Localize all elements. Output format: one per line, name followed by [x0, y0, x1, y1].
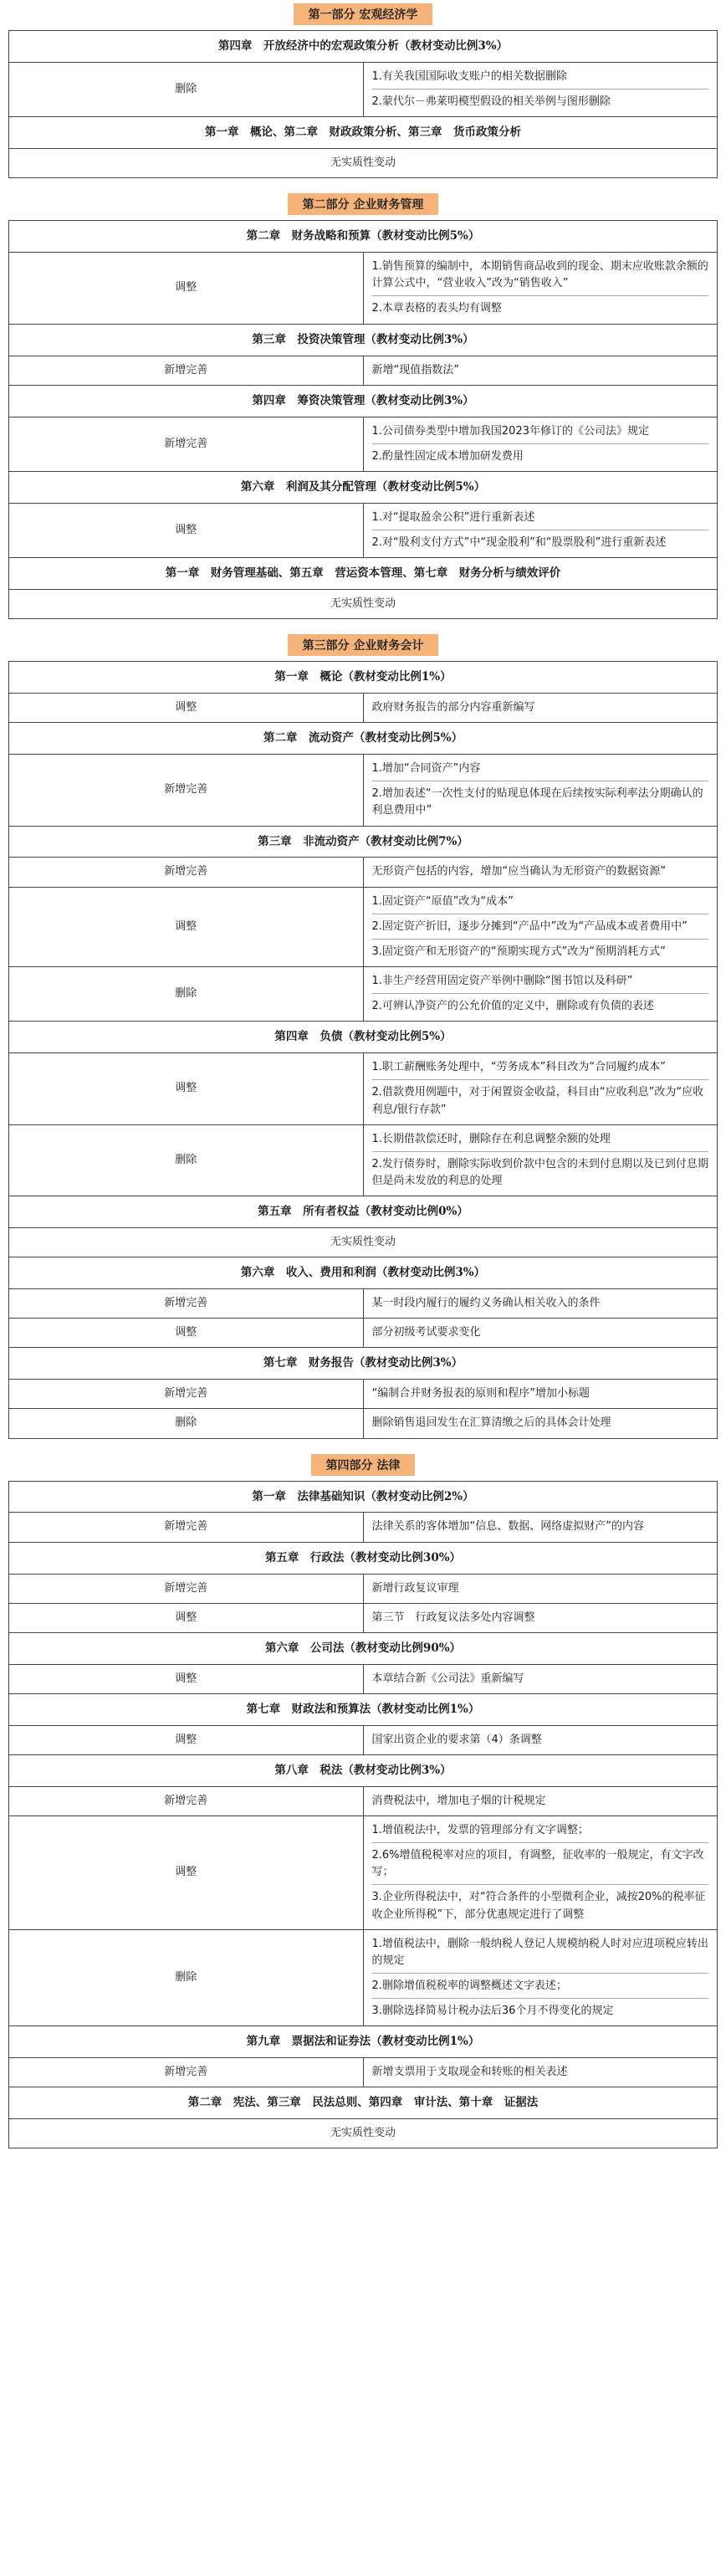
part-title: 第四部分 法律	[311, 1454, 416, 1476]
chapter-title: 第七章 财政法和预算法（教材变动比例1%）	[9, 1693, 718, 1725]
change-item: 本章结合新《公司法》重新编写	[371, 1672, 524, 1685]
change-item: 3.固定资产和无形资产的“预期实现方式”改为“预期消耗方式”	[372, 939, 709, 960]
chapter-title: 第一章 财务管理基础、第五章 营运资本管理、第七章 财务分析与绩效评价	[9, 558, 718, 590]
change-item: 2.固定资产折旧，逐步分摊到“产品中”改为“产品成本或者费用中”	[372, 914, 709, 935]
change-content	[363, 755, 718, 826]
change-content	[363, 1574, 718, 1603]
change-content	[363, 1513, 718, 1542]
change-content	[363, 1816, 718, 1930]
change-item: 政府财务报告的部分内容重新编写	[371, 701, 535, 714]
chapter-title: 第九章 票据法和证券法（教材变动比例1%）	[9, 2026, 718, 2058]
chapter-row	[9, 1754, 718, 1786]
chapter-row	[9, 826, 718, 858]
change-entry-row	[9, 858, 718, 887]
chapter-row	[9, 558, 718, 590]
no-change-text: 无实质性变动	[9, 590, 718, 619]
change-category: 新增完善	[9, 1786, 364, 1815]
no-change-text: 无实质性变动	[9, 1228, 718, 1257]
change-item: 2.酌量性固定成本增加研发费用	[372, 443, 709, 465]
chapter-row	[9, 1022, 718, 1053]
change-entry-row	[9, 1664, 718, 1693]
change-category: 新增完善	[9, 1513, 364, 1542]
change-item: 1.增值税法中，删除一般纳税人登记人规模纳税人时对应进项税应转出的规定	[371, 1937, 708, 1967]
change-item: 1.公司债券类型中增加我国2023年修订的《公司法》规定	[371, 424, 649, 438]
chapter-title: 第一章 概论、第二章 财政政策分析、第三章 货币政策分析	[9, 117, 718, 149]
change-content	[363, 2058, 718, 2087]
change-entry-row	[9, 356, 718, 385]
change-item: 2.本章表格的表头均有调整	[372, 295, 709, 317]
chapter-row	[9, 1542, 718, 1574]
change-item: 1.长期借款偿还时，删除存在利息调整余额的处理	[371, 1132, 611, 1145]
part-title: 第二部分 企业财务管理	[288, 193, 439, 215]
chapter-row	[9, 2087, 718, 2119]
change-category: 新增完善	[9, 417, 364, 471]
change-item: 1.职工薪酬账务处理中，“劳务成本”科目改为“合同履约成本”	[371, 1061, 666, 1074]
no-change-text: 无实质性变动	[9, 149, 718, 178]
change-entry-row	[9, 694, 718, 723]
change-item: 第三节 行政复议法多处内容调整	[371, 1611, 535, 1624]
change-item: 1.增值税法中，发票的管理部分有文字调整；	[371, 1824, 589, 1836]
section-gap	[0, 178, 726, 190]
change-category: 调整	[9, 1816, 364, 1930]
chapter-title: 第二章 流动资产（教材变动比例5%）	[9, 723, 718, 755]
change-content	[363, 1319, 718, 1348]
section-gap	[0, 1439, 726, 1451]
change-category: 删除	[9, 1929, 364, 2026]
change-content	[363, 887, 718, 966]
change-category: 调整	[9, 1664, 364, 1693]
change-entry-row	[9, 253, 718, 324]
no-change-row	[9, 590, 718, 619]
part-title: 第一部分 宏观经济学	[294, 3, 433, 25]
change-item: 2.可辨认净资产的公允价值的定义中，删除或有负债的表述	[372, 993, 709, 1015]
chapter-title: 第四章 筹资决策管理（教材变动比例3%）	[9, 385, 718, 417]
change-category: 调整	[9, 1725, 364, 1754]
change-item: 1.固定资产“原值”改为“成本”	[371, 894, 514, 908]
chapter-row	[9, 117, 718, 149]
chapter-row	[9, 31, 718, 63]
changes-table	[8, 661, 718, 1438]
change-item: 新增行政复议审理	[371, 1581, 459, 1595]
chapter-row	[9, 221, 718, 253]
chapter-row	[9, 1481, 718, 1513]
chapter-row	[9, 385, 718, 417]
chapter-row	[9, 471, 718, 503]
change-content	[363, 1725, 718, 1754]
change-item: 1.增加“合同资产”内容	[371, 762, 481, 776]
part-heading	[0, 1451, 726, 1481]
part-heading	[0, 0, 726, 30]
part-title: 第三部分 企业财务会计	[288, 634, 439, 656]
no-change-text: 无实质性变动	[9, 2119, 718, 2148]
change-content	[363, 417, 718, 471]
part-heading	[0, 631, 726, 661]
change-item: 2.增加表述“一次性支付的贴现息体现在后续按实际利率法分期确认的利息费用中”	[372, 781, 709, 819]
change-entry-row	[9, 1124, 718, 1196]
change-category: 调整	[9, 1319, 364, 1348]
change-entry-row	[9, 1603, 718, 1632]
chapter-title: 第一章 概论（教材变动比例1%）	[9, 662, 718, 694]
change-category: 新增完善	[9, 755, 364, 826]
change-item: 删除销售退回发生在汇算清缴之后的具体会计处理	[371, 1416, 611, 1430]
change-item: 部分初级考试要求变化	[371, 1326, 481, 1339]
change-content	[363, 1124, 718, 1196]
no-change-row	[9, 2119, 718, 2148]
chapter-title: 第四章 负债（教材变动比例5%）	[9, 1022, 718, 1053]
no-change-row	[9, 1228, 718, 1257]
change-item: 2.6%增值税税率对应的项目，有调整，征收率的一般规定，有文字改写；	[372, 1842, 709, 1881]
change-category: 删除	[9, 967, 364, 1022]
change-entry-row	[9, 755, 718, 826]
chapter-row	[9, 1196, 718, 1228]
change-category: 删除	[9, 1124, 364, 1196]
chapter-row	[9, 324, 718, 356]
change-content	[363, 1603, 718, 1632]
chapter-title: 第五章 所有者权益（教材变动比例0%）	[9, 1196, 718, 1228]
change-item: 2.发行债券时，删除实际收到价款中包含的未到付息期以及已到付息期但是尚未发放的利息的处理	[372, 1151, 709, 1190]
chapter-title: 第二章 宪法、第三章 民法总则、第四章 审计法、第十章 证据法	[9, 2087, 718, 2119]
chapter-row	[9, 1257, 718, 1289]
change-item: 消费税法中，增加电子烟的计税规定	[371, 1794, 546, 1807]
change-category: 新增完善	[9, 1380, 364, 1409]
change-item: 2.删除增值税税率的调整概述文字表述；	[372, 1973, 709, 1995]
change-content	[363, 1053, 718, 1124]
change-item: 1.销售预算的编制中，本期销售商品收到的现金、期末应收账款余额的计算公式中，“营业收入”改为“销售收入”	[371, 260, 708, 290]
chapter-title: 第三章 非流动资产（教材变动比例7%）	[9, 826, 718, 858]
change-category: 调整	[9, 1603, 364, 1632]
part-heading	[0, 190, 726, 220]
change-item: 新增支票用于支取现金和转账的相关表述	[371, 2066, 568, 2079]
chapter-title: 第六章 收入、费用和利润（教材变动比例3%）	[9, 1257, 718, 1289]
changes-table	[8, 220, 718, 619]
change-content	[363, 858, 718, 887]
chapter-title: 第四章 开放经济中的宏观政策分析（教材变动比例3%）	[9, 31, 718, 63]
change-content	[363, 1289, 718, 1319]
change-content	[363, 1664, 718, 1693]
chapter-title: 第二章 财务战略和预算（教材变动比例5%）	[9, 221, 718, 253]
chapter-row	[9, 723, 718, 755]
change-category: 新增完善	[9, 858, 364, 887]
change-content	[363, 503, 718, 557]
no-change-row	[9, 149, 718, 178]
change-content	[363, 62, 718, 116]
change-item: 3.删除选择简易计税办法后36个月不得变化的规定	[372, 1998, 709, 2020]
change-entry-row	[9, 62, 718, 116]
change-entry-row	[9, 1053, 718, 1124]
chapter-row	[9, 662, 718, 694]
chapter-title: 第六章 利润及其分配管理（教材变动比例5%）	[9, 471, 718, 503]
change-entry-row	[9, 1816, 718, 1930]
change-item: 3.企业所得税法中，对“符合条件的小型微利企业，减按20%的税率征收企业所得税”下，部分优惠规定进行了调整	[372, 1884, 709, 1923]
chapter-row	[9, 1693, 718, 1725]
change-category: 删除	[9, 62, 364, 116]
change-item: 无形资产包括的内容，增加“应当确认为无形资产的数据资源”	[371, 865, 666, 878]
change-entry-row	[9, 1319, 718, 1348]
chapter-title: 第六章 公司法（教材变动比例90%）	[9, 1632, 718, 1664]
change-item: 2.对“股利支付方式”中“现金股利”和“股票股利”进行重新表述	[372, 530, 709, 551]
chapter-title: 第五章 行政法（教材变动比例30%）	[9, 1542, 718, 1574]
change-item: 1.有关我国国际收支账户的相关数据删除	[371, 69, 567, 83]
change-item: 某一时段内履行的履约义务确认相关收入的条件	[371, 1297, 601, 1310]
change-entry-row	[9, 1513, 718, 1542]
change-content	[363, 1380, 718, 1409]
change-category: 调整	[9, 503, 364, 557]
change-entry-row	[9, 2058, 718, 2087]
change-content	[363, 967, 718, 1022]
change-category: 新增完善	[9, 356, 364, 385]
change-entry-row	[9, 417, 718, 471]
change-category: 调整	[9, 887, 364, 966]
change-entry-row	[9, 887, 718, 966]
change-entry-row	[9, 967, 718, 1022]
change-item: 1.非生产经营用固定资产举例中删除“图书馆以及科研”	[371, 975, 633, 988]
change-content	[363, 1409, 718, 1438]
change-content	[363, 356, 718, 385]
change-content	[363, 694, 718, 723]
chapter-row	[9, 1632, 718, 1664]
change-item: 国家出资企业的要求第（4）条调整	[371, 1733, 542, 1746]
chapter-row	[9, 1348, 718, 1380]
section-gap	[0, 619, 726, 631]
change-entry-row	[9, 1289, 718, 1319]
changes-table	[8, 30, 718, 178]
change-item: 2.蒙代尔－弗莱明模型假设的相关举例与图形删除	[372, 89, 709, 110]
chapter-title: 第八章 税法（教材变动比例3%）	[9, 1754, 718, 1786]
chapter-title: 第七章 财务报告（教材变动比例3%）	[9, 1348, 718, 1380]
change-entry-row	[9, 1929, 718, 2026]
change-entry-row	[9, 1725, 718, 1754]
change-item: 2.借款费用例题中，对于闲置资金收益，科目由“应收利息”改为“应收利息/银行存款”	[372, 1079, 709, 1118]
change-entry-row	[9, 1380, 718, 1409]
change-entry-row	[9, 503, 718, 557]
change-category: 删除	[9, 1409, 364, 1438]
change-item: 法律关系的客体增加“信息、数据、网络虚拟财产”的内容	[371, 1520, 644, 1534]
change-category: 新增完善	[9, 1574, 364, 1603]
change-category: 调整	[9, 694, 364, 723]
change-entry-row	[9, 1786, 718, 1815]
chapter-row	[9, 2026, 718, 2058]
change-content	[363, 253, 718, 324]
change-entry-row	[9, 1574, 718, 1603]
change-item: “编制合并财务报表的原则和程序”增加小标题	[371, 1387, 590, 1401]
change-content	[363, 1929, 718, 2026]
chapter-title: 第三章 投资决策管理（教材变动比例3%）	[9, 324, 718, 356]
change-category: 调整	[9, 253, 364, 324]
changes-table	[8, 1481, 718, 2149]
change-item: 1.对“提取盈余公积”进行重新表述	[371, 510, 535, 524]
change-entry-row	[9, 1409, 718, 1438]
change-category: 新增完善	[9, 1289, 364, 1319]
change-category: 调整	[9, 1053, 364, 1124]
change-item: 新增“现值指数法”	[371, 363, 459, 376]
change-category: 新增完善	[9, 2058, 364, 2087]
chapter-title: 第一章 法律基础知识（教材变动比例2%）	[9, 1481, 718, 1513]
change-content	[363, 1786, 718, 1815]
